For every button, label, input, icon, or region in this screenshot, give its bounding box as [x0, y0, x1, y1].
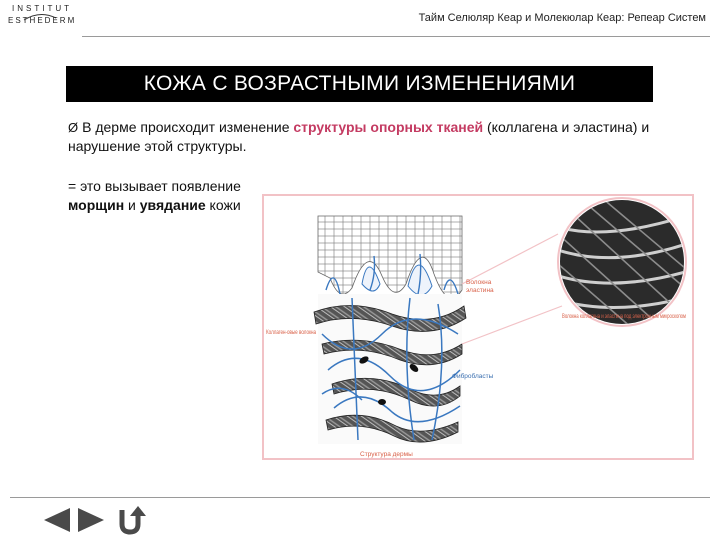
consequence-text	[68, 177, 268, 215]
label-fibroblasts: Фибробласты	[452, 373, 494, 380]
consequence-sagging: увядание	[139, 197, 206, 213]
label-structure: Структура дермы	[360, 451, 413, 458]
bullet-point	[68, 118, 668, 156]
logo-text-top: INSTITUT	[12, 4, 72, 13]
consequence-wrinkles: морщин	[68, 197, 125, 213]
dermis-structure-illustration	[262, 194, 696, 462]
bullet-text-start: В дерме происходит изменение	[82, 119, 294, 135]
return-arrow-icon[interactable]	[116, 506, 144, 534]
triangle-right-icon[interactable]	[78, 506, 106, 534]
label-elastin-line: Волокна	[466, 279, 492, 286]
logo	[8, 4, 77, 34]
label-magnified: Волокна коллагена и эластина под электронным микроскопом	[562, 314, 686, 320]
triangle-left-icon[interactable]	[42, 506, 70, 534]
consequence-part2: и	[124, 197, 140, 213]
label-elastin-line: эластина	[466, 287, 494, 294]
header-divider	[82, 36, 710, 37]
footer-divider	[10, 497, 710, 498]
slide-navigation	[42, 506, 152, 534]
consequence-part1: = это вызывает появление	[68, 178, 241, 194]
label-collagen: Коллаген-овые волокна	[266, 329, 317, 336]
logo-text-main: ESTHEDERM	[8, 16, 77, 25]
epidermis-layer	[318, 216, 462, 298]
slide-title: КОЖА С ВОЗРАСТНЫМИ ИЗМЕНЕНИЯМИ	[66, 66, 653, 102]
bullet-highlight: структуры опорных тканей	[293, 119, 484, 135]
bullet-text-end: (коллагена и эластина) и нарушение этой структуры.	[68, 119, 650, 154]
label-elastin	[466, 279, 494, 294]
header-title: Тайм Селюляр Кеар и Молекюлар Кеар: Репеар Систем	[418, 12, 706, 24]
consequence-part3: кожи	[205, 197, 241, 213]
arrow-bullet-icon: Ø	[68, 120, 79, 135]
